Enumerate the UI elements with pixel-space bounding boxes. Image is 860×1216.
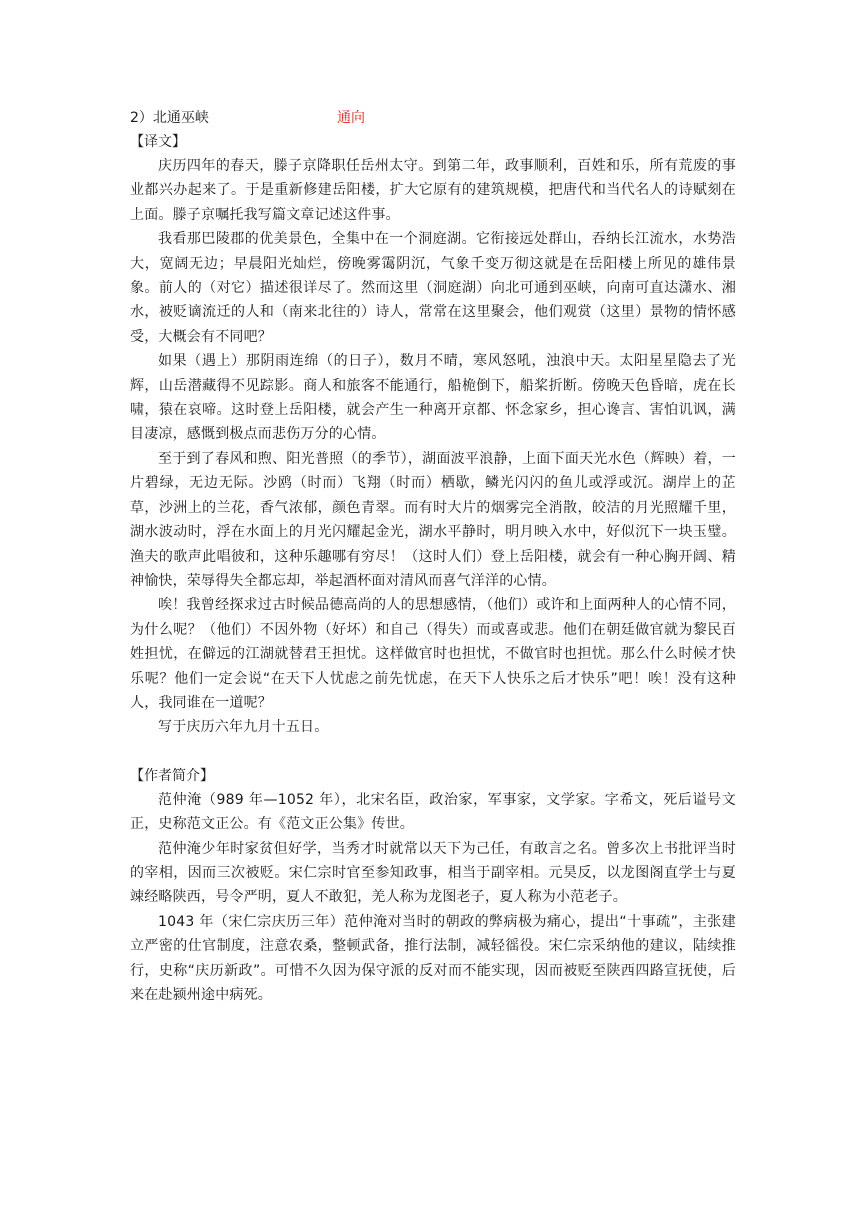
translation-paragraph: 我看那巴陵郡的优美景色，全集中在一个洞庭湖。它衔接远处群山，吞纳长江流水，水势浩大，宽阔无边；早晨阳光灿烂，傍晚雾霭阴沉，气象千变万彻这就是在岳阳楼上所见的雄伟景象。前人的（对它）描述很详尽了。然而这里（洞庭湖）向北可通到巫峡，向南可直达潇水、湘水，被贬谪流迁的人和（南来北往的）诗人，常常在这里聚会，他们观赏（这里）景物的情怀感受，大概会有不同吧？: [130, 231, 736, 345]
question-label: 2）北通巫峡: [130, 110, 209, 126]
translation-paragraph: 庆历四年的春天，滕子京降职任岳州太守。到第二年，政事顺利，百姓和乐，所有荒废的事业都兴办起来了。于是重新修建岳阳楼，扩大它原有的建筑规模，把唐代和当代名人的诗赋刻在上面。滕子京嘱托我写篇文章记述这件事。: [130, 158, 736, 223]
author-paragraph: 范仲淹少年时家贫但好学，当秀才时就常以天下为己任，有敢言之名。曾多次上书批评当时的宰相，因而三次被贬。宋仁宗时官至参知政事，相当于副宰相。元昊反，以龙图阁直学士与夏竦经略陕西，号令严明，夏人不敢犯，羌人称为龙图老子，夏人称为小范老子。: [130, 840, 736, 906]
translation-heading: 【译文】: [130, 134, 186, 150]
translation-paragraph: 写于庆历六年九月十五日。: [158, 719, 329, 736]
translation-paragraph: 如果（遇上）那阴雨连绵（的日子），数月不晴，寒风怒吼，浊浪中天。太阳星星隐去了光辉，山岳潜藏得不见踪影。商人和旅客不能通行，船桅倒下，船桨折断。傍晚天色昏暗，虎在长啸，猿在哀啼。这时登上岳阳楼，就会产生一种离开京都、怀念家乡，担心谗言、害怕讥讽，满目凄凉，感慨到极点而悲伤万分的心情。: [130, 353, 736, 443]
question-line: [130, 106, 736, 130]
answer-text: 通向: [337, 110, 365, 126]
document-content: [130, 106, 736, 1007]
author-paragraph: 1043 年（宋仁宗庆历三年）范仲淹对当时的朝政的弊病极为痛心，提出“十事疏”，主张建立严密的仕官制度，注意农桑，整顿武备，推行法制，减轻徭役。宋仁宗采纳他的建议，陆续推行，史称“庆历新政”。可惜不久因为保守派的反对而不能实现，因而被贬至陕西四路宣抚使，后来在赴颍州途中病死。: [130, 913, 736, 1003]
author-heading: 【作者简介】: [130, 767, 214, 784]
author-paragraph: 范仲淹（989 年—1052 年），北宋名臣，政治家，军事家，文学家。字希文，死后谥号文正，史称范文正公。有《范文正公集》传世。: [130, 791, 736, 833]
translation-paragraph: 唉！我曾经探求过古时候品德高尚的人的思想感情，（他们）或许和上面两种人的心情不同，为什么呢？（他们）不因外物（好坏）和自己（得失）而或喜或悲。他们在朝廷做官就为黎民百姓担忧，在僻远的江湖就替君王担忧。这样做官时也担忧，不做官时也担忧。那么什么时候才快乐呢？他们一定会说“在天下人忧虑之前先忧虑，在天下人快乐之后才快乐”吧！唉！没有这种人，我同谁在一道呢？: [130, 597, 736, 711]
section-spacer: [130, 740, 736, 764]
translation-paragraph: 至于到了春风和煦、阳光普照（的季节），湖面波平浪静，上面下面天光水色（辉映）着，一片碧绿，无边无际。沙鸥（时而）飞翔（时而）栖歇，鳞光闪闪的鱼儿或浮或沉。湖岸上的芷草，沙洲上的兰花，香气浓郁，颜色青翠。而有时大片的烟雾完全消散，皎洁的月光照耀千里，湖水波动时，浮在水面上的月光闪耀起金光，湖水平静时，明月映入水中，好似沉下一块玉璧。渔夫的歌声此唱彼和，这种乐趣哪有穷尽！（这时人们）登上岳阳楼，就会有一种心胸开阔、精神愉快，荣辱得失全都忘却，举起酒杯面对清风而喜气洋洋的心情。: [130, 450, 736, 589]
